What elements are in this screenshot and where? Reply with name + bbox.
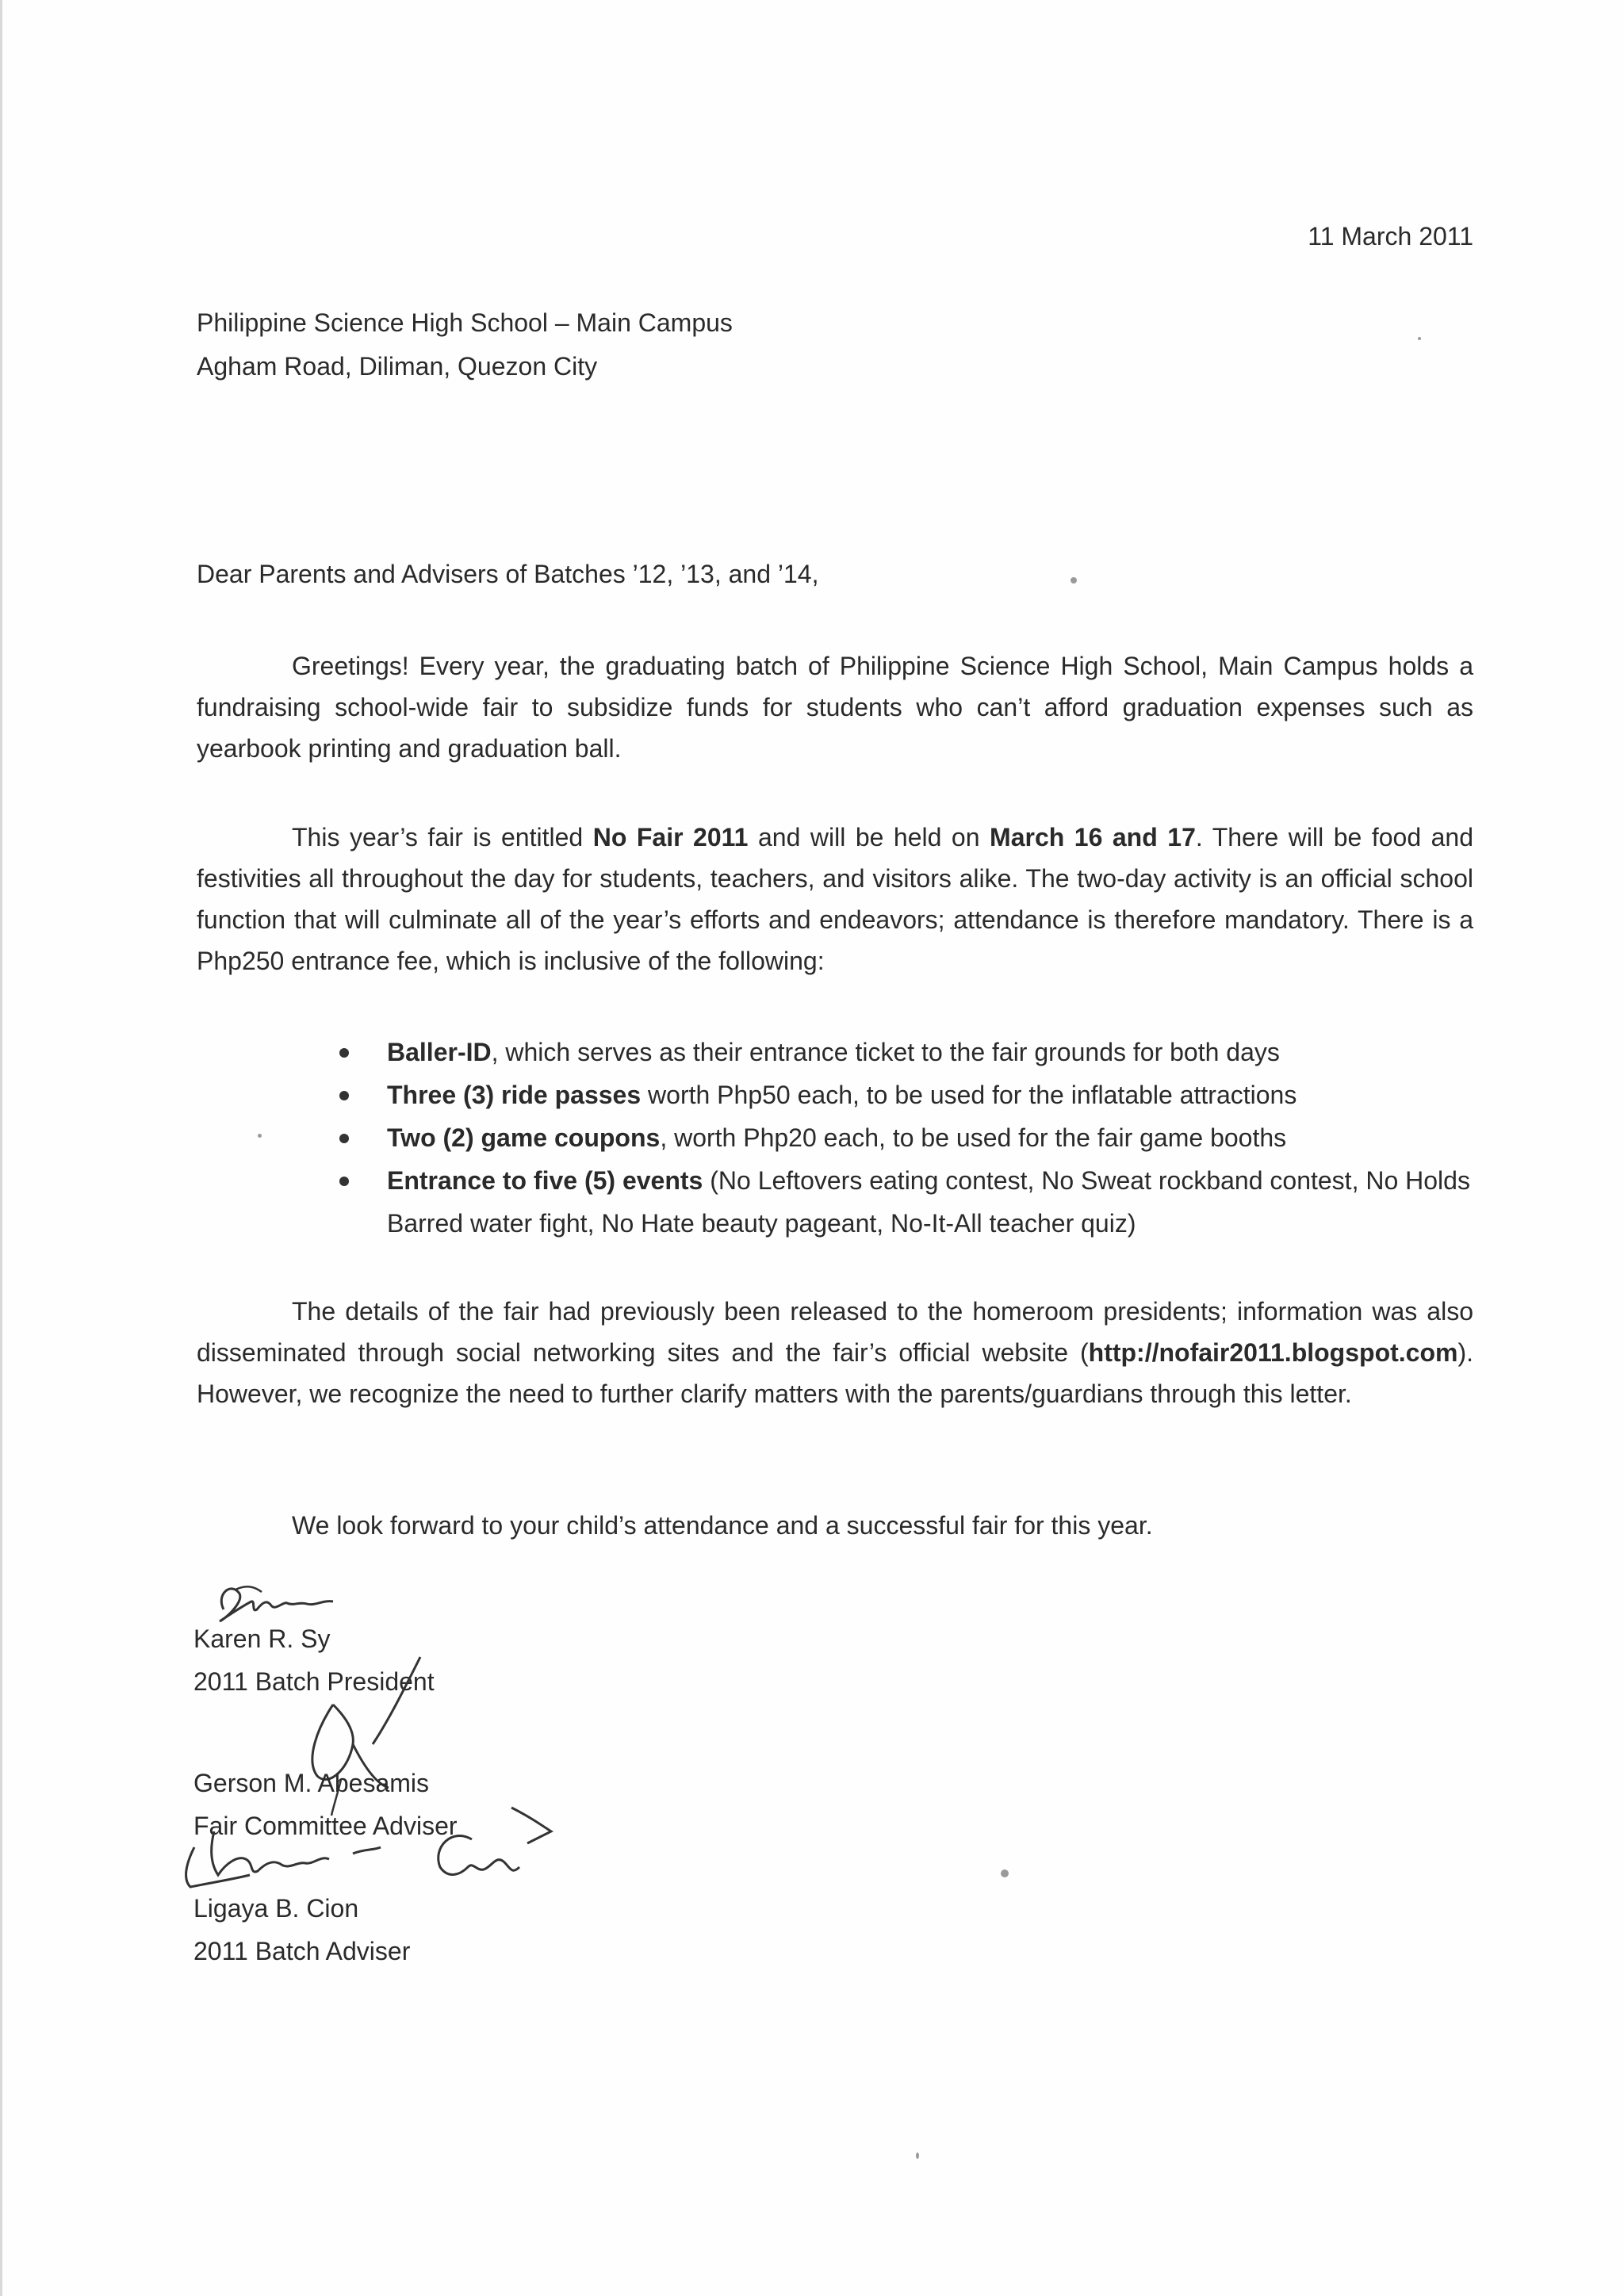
signatory-3-name: Ligaya B. Cion xyxy=(193,1894,359,1923)
list-item xyxy=(339,1159,1473,1245)
website-url: http://nofair2011.blogspot.com xyxy=(1088,1338,1458,1367)
paragraph-4 xyxy=(197,1505,1473,1546)
signatory-2-name: Gerson M. Abesamis xyxy=(193,1769,429,1797)
list-item-bold: Baller-ID xyxy=(387,1038,492,1066)
paragraph-2-text xyxy=(197,817,1473,982)
list-item-bold: Three (3) ride passes xyxy=(387,1081,642,1109)
paragraph-2 xyxy=(197,817,1473,982)
list-item-text: , which serves as their entrance ticket to the fair grounds for both days xyxy=(491,1038,1280,1066)
list-item-text: worth Php50 each, to be used for the inflatable attractions xyxy=(641,1081,1297,1109)
paragraph-3-text xyxy=(197,1291,1473,1414)
list-item xyxy=(339,1116,1473,1159)
scan-speck xyxy=(1418,337,1421,340)
bullet-icon xyxy=(339,1048,349,1058)
letter-date: 11 March 2011 xyxy=(1308,222,1473,251)
list-item xyxy=(339,1031,1473,1073)
paragraph-3-part-2: ). However, we recognize the need to further clarify matters with the parents/guardians through this letter. xyxy=(197,1338,1473,1408)
fair-dates: March 16 and 17 xyxy=(990,823,1196,851)
bullet-icon xyxy=(339,1177,349,1186)
paragraph-3 xyxy=(197,1291,1473,1414)
signatory-1-name: Karen R. Sy xyxy=(193,1624,331,1653)
inclusions-list xyxy=(339,1031,1473,1245)
paragraph-2-part-2: and will be held on xyxy=(748,823,990,851)
list-item-bold: Entrance to five (5) events xyxy=(387,1166,703,1195)
signatory-1-title: 2011 Batch President xyxy=(193,1667,435,1696)
signatory-3 xyxy=(193,1887,410,1973)
scan-speck xyxy=(916,2152,919,2159)
scan-speck xyxy=(1001,1869,1009,1877)
paragraph-1 xyxy=(197,645,1473,769)
list-item-text: (No Leftovers eating contest, No Sweat rockband contest, No Holds Barred water fight, No Hate beauty pageant, No-It-All teacher quiz) xyxy=(387,1166,1470,1238)
signatory-3-title: 2011 Batch Adviser xyxy=(193,1937,411,1965)
list-item xyxy=(339,1073,1473,1116)
address-line-2: Agham Road, Diliman, Quezon City xyxy=(197,352,598,381)
scan-edge xyxy=(0,0,2,2296)
address-line-1: Philippine Science High School – Main Campus xyxy=(197,308,733,337)
list-item-bold: Two (2) game coupons xyxy=(387,1123,661,1152)
paragraph-2-part-3: . There will be food and festivities all throughout the day for students, teachers, and visitors alike. The two-day activity is an official school function that will culminate all of the year’s efforts and endeavors; attendance is therefore mandatory. There is a Php250 entrance fee, which is inclusive of the following: xyxy=(197,823,1474,975)
recipient-address xyxy=(197,301,733,388)
bullet-icon xyxy=(339,1091,349,1100)
signatory-2-title: Fair Committee Adviser xyxy=(193,1812,458,1840)
bullet-icon xyxy=(339,1134,349,1143)
paragraph-4-text: We look forward to your child’s attendance and a successful fair for this year. xyxy=(292,1511,1153,1540)
paragraph-3-part-1: The details of the fair had previously been released to the homeroom presidents; information was also disseminated through social networking sites and the fair’s official website ( xyxy=(197,1297,1473,1367)
list-item-text: , worth Php20 each, to be used for the fair game booths xyxy=(660,1123,1287,1152)
scan-speck xyxy=(258,1134,262,1138)
paragraph-1-text: Greetings! Every year, the graduating batch of Philippine Science High School, Main Campus holds a fundraising school-wide fair to subsidize funds for students who can’t afford graduation expenses such as yearbook printing and graduation ball. xyxy=(197,652,1473,763)
fair-name: No Fair 2011 xyxy=(592,823,749,851)
scan-speck xyxy=(1071,577,1077,584)
paragraph-2-part-1: This year’s fair is entitled xyxy=(292,823,593,851)
salutation: Dear Parents and Advisers of Batches ’12, ’13, and ’14, xyxy=(197,560,819,588)
